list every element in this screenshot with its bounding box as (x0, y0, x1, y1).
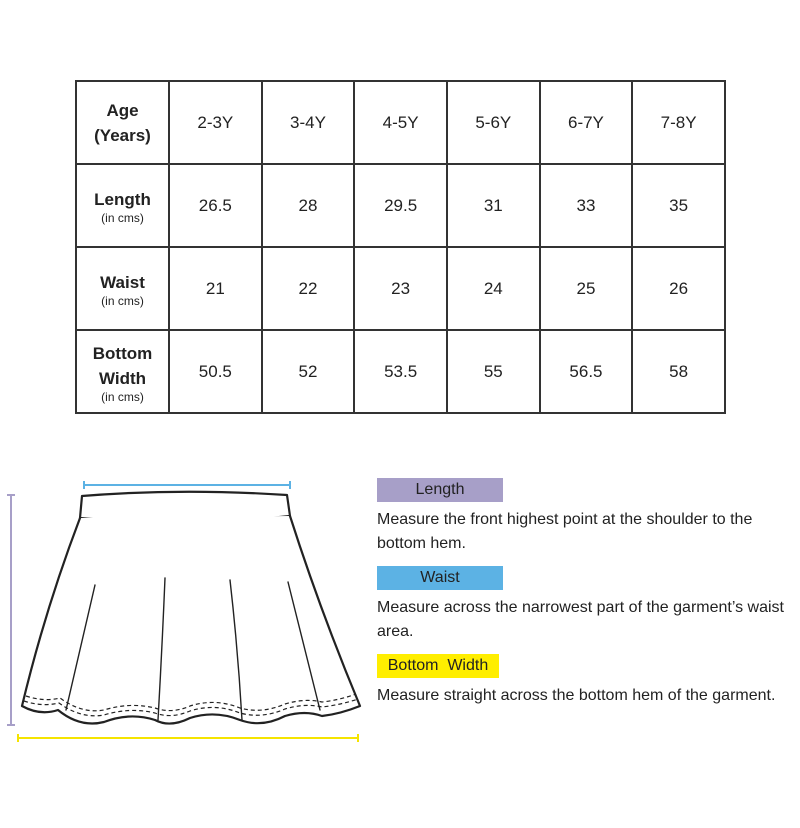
bottom-width-tag: Bottom Width (377, 654, 499, 678)
legend-waist-block (377, 566, 797, 644)
value-cell: 58 (632, 330, 725, 413)
row-header-waist (76, 247, 169, 330)
value-cell: 50.5 (169, 330, 262, 413)
row-header-line1: Length (94, 190, 151, 209)
table-row-age (76, 81, 725, 164)
row-header-line2: Width (98, 368, 147, 388)
skirt-outline (22, 492, 360, 724)
table-row-length (76, 164, 725, 247)
bottom-width-description: Measure straight across the bottom hem of the garment. (377, 687, 776, 704)
size-cell: 5-6Y (447, 81, 540, 164)
value-cell: 31 (447, 164, 540, 247)
waist-measure-line (84, 481, 290, 489)
size-chart-table (75, 80, 726, 414)
length-tag: Length (377, 478, 503, 502)
value-cell: 35 (632, 164, 725, 247)
row-header-length (76, 164, 169, 247)
size-cell: 2-3Y (169, 81, 262, 164)
bottom-width-measure-line (18, 734, 358, 742)
length-measure-line (7, 495, 15, 725)
length-description: Measure the front highest point at the shoulder to the bottom hem. (377, 511, 753, 552)
waist-tag: Waist (377, 566, 503, 590)
measurement-legend (377, 478, 797, 708)
size-cell: 3-4Y (262, 81, 355, 164)
size-cell: 6-7Y (540, 81, 633, 164)
table-row-bottom-width (76, 330, 725, 413)
value-cell: 26 (632, 247, 725, 330)
row-header-bottom-width (76, 330, 169, 413)
table-row-waist (76, 247, 725, 330)
value-cell: 29.5 (354, 164, 447, 247)
value-cell: 23 (354, 247, 447, 330)
row-header-line1: Waist (100, 273, 145, 292)
size-cell: 4-5Y (354, 81, 447, 164)
value-cell: 24 (447, 247, 540, 330)
skirt-icon (0, 470, 370, 760)
value-cell: 28 (262, 164, 355, 247)
row-header-unit: (in cms) (101, 389, 144, 404)
row-header-unit: (in cms) (101, 294, 144, 308)
row-header-line1: Age (106, 100, 139, 120)
value-cell: 53.5 (354, 330, 447, 413)
value-cell: 26.5 (169, 164, 262, 247)
value-cell: 55 (447, 330, 540, 413)
row-header-age (76, 81, 169, 164)
row-header-unit: (in cms) (101, 211, 144, 225)
value-cell: 33 (540, 164, 633, 247)
value-cell: 25 (540, 247, 633, 330)
row-header-line1: Bottom (92, 343, 153, 363)
value-cell: 21 (169, 247, 262, 330)
value-cell: 22 (262, 247, 355, 330)
legend-bottom-width-block (377, 654, 797, 708)
legend-length-block (377, 478, 797, 556)
value-cell: 52 (262, 330, 355, 413)
waist-description: Measure across the narrowest part of the garment’s waist area. (377, 599, 784, 640)
value-cell: 56.5 (540, 330, 633, 413)
size-cell: 7-8Y (632, 81, 725, 164)
row-header-line2: (Years) (94, 125, 151, 145)
